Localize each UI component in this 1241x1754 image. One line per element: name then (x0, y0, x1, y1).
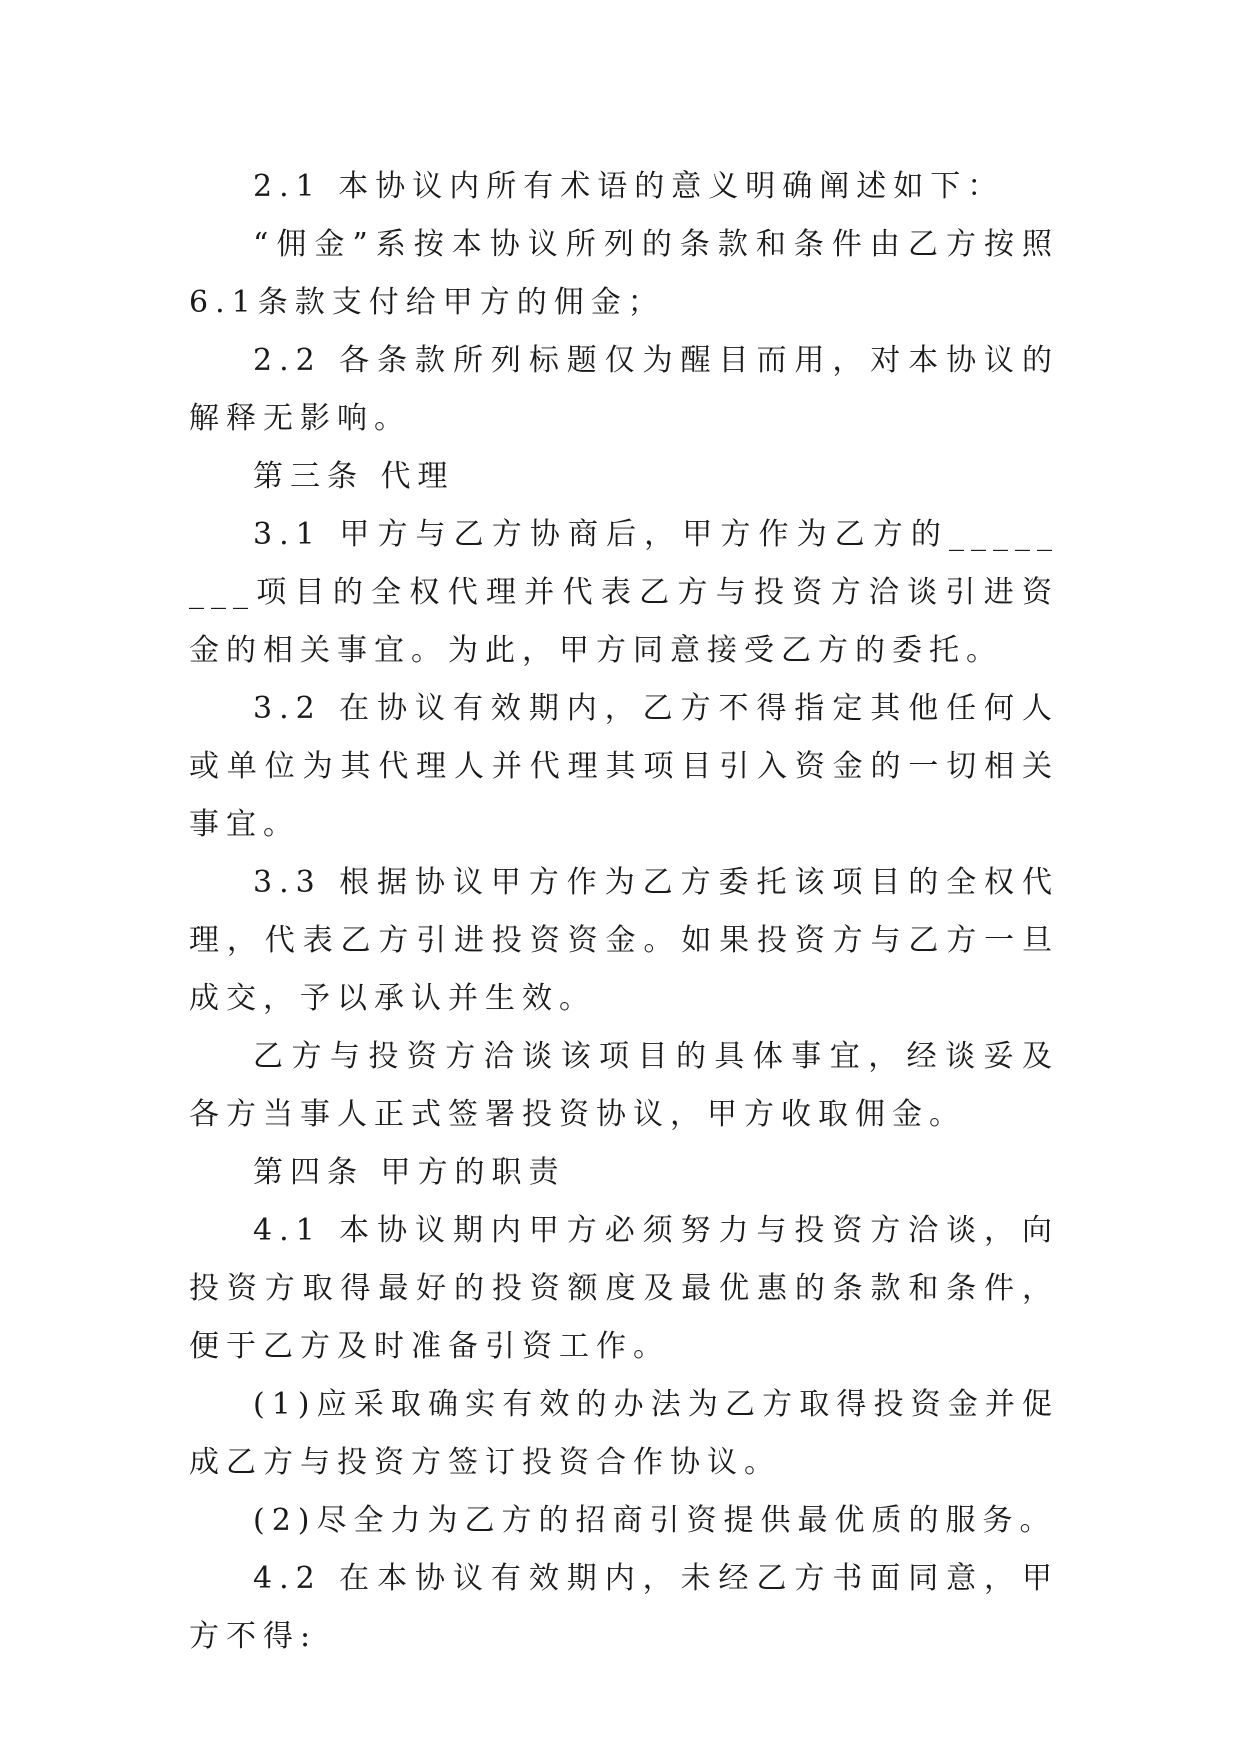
clause-4-1-item-2: (2)尽全力为乙方的招商引资提供最优质的服务。 (253, 1503, 1057, 1538)
clause-3-1: 3.1 甲方与乙方协商后，甲方作为乙方的________项目的全权代理并代表乙方与投资方洽谈引进资金的相关事宜。为此，甲方同意接受乙方的委托。 (189, 517, 1059, 668)
clause-4-2: 4.2 在本协议有效期内，未经乙方书面同意，甲方不得: (189, 1561, 1059, 1654)
clause-2-1: 2.1 本协议内所有术语的意义明确阐述如下： (253, 169, 1005, 204)
clause-3-2: 3.2 在协议有效期内，乙方不得指定其他任何人或单位为其代理人并代理其项目引入资金的一切相关事宜。 (189, 691, 1059, 842)
clause-4-1: 4.1 本协议期内甲方必须努力与投资方洽谈，向投资方取得最好的投资额度及最优惠的条款和条件，便于乙方及时准备引资工作。 (189, 1213, 1059, 1364)
clause-4-1-item-1: (1)应采取确实有效的办法为乙方取得投资金并促成乙方与投资方签订投资合作协议。 (189, 1387, 1059, 1480)
document-body (189, 158, 1059, 1666)
article-4-heading: 第四条 甲方的职责 (253, 1155, 566, 1190)
clause-3-3: 3.3 根据协议甲方作为乙方委托该项目的全权代理，代表乙方引进投资资金。如果投资方与乙方一旦成交，予以承认并生效。 (189, 865, 1059, 1016)
definition-commission: “佣金”系按本协议所列的条款和条件由乙方按照6.1条款支付给甲方的佣金； (189, 227, 1059, 320)
clause-2-2: 2.2 各条款所列标题仅为醒目而用，对本协议的解释无影响。 (189, 343, 1059, 436)
article-3-heading: 第三条 代理 (253, 459, 455, 494)
clause-3-3-continued: 乙方与投资方洽谈该项目的具体事宜，经谈妥及各方当事人正式签署投资协议，甲方收取佣金。 (189, 1039, 1059, 1132)
